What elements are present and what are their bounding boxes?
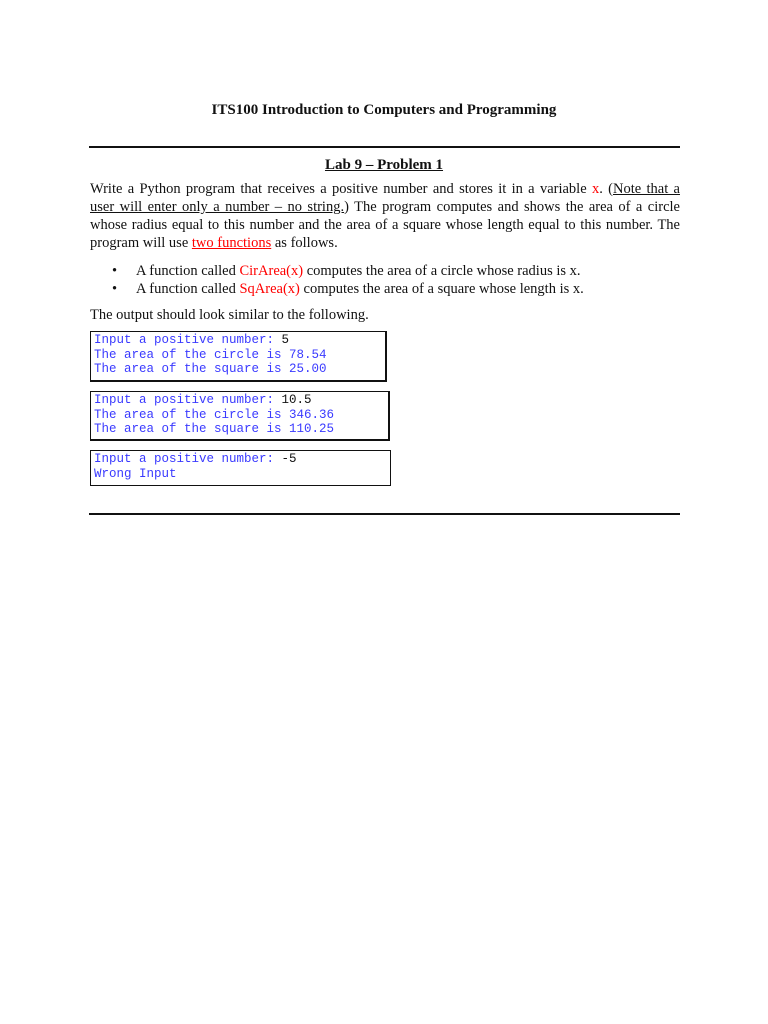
list-item: • A function called SqArea(x) computes the area of a square whose length is x. <box>112 281 584 297</box>
description-line-3: whose radius equal to this number and the area of a square whose length equal to this number. The <box>90 217 680 233</box>
list-item: • A function called CirArea(x) computes the area of a circle whose radius is x. <box>112 263 581 279</box>
variable-x: x <box>591 181 600 197</box>
console-line: Input a positive number: 10.5 <box>94 393 312 407</box>
two-functions-text: two functions <box>191 235 272 251</box>
function-name: CirArea(x) <box>239 263 304 279</box>
note-text-continued: user will enter only a number – no string. <box>90 199 345 215</box>
description-line-2: user will enter only a number – no string.) The program computes and shows the area of a circle <box>90 199 680 215</box>
function-name: SqArea(x) <box>239 281 300 297</box>
console-line: The area of the circle is 346.36 <box>94 407 335 422</box>
function-list <box>90 262 680 298</box>
bullet-icon: • <box>112 281 118 297</box>
console-line: The area of the circle is 78.54 <box>94 347 327 362</box>
document-title: ITS100 Introduction to Computers and Programming <box>211 102 557 118</box>
problem-description <box>90 180 680 252</box>
note-text: Note that a <box>612 181 680 197</box>
bullet-icon: • <box>112 263 118 279</box>
console-line: The area of the square is 25.00 <box>94 362 327 376</box>
console-line: Wrong Input <box>94 466 177 481</box>
problem-heading: Lab 9 – Problem 1 <box>324 157 444 173</box>
console-example-3 <box>90 450 391 486</box>
console-line: Input a positive number: -5 <box>94 452 297 466</box>
description-line-1: Write a Python program that receives a positive number and stores it in a variable x. (Note that a <box>90 181 680 197</box>
console-line: Input a positive number: 5 <box>94 333 290 347</box>
description-line-4: program will use two functions as follows. <box>90 235 338 251</box>
console-line: The area of the square is 110.25 <box>94 422 335 436</box>
console-example-2 <box>90 391 390 441</box>
console-example-1 <box>90 331 387 382</box>
bottom-divider <box>89 513 680 515</box>
top-divider <box>89 146 680 148</box>
output-intro: The output should look similar to the following. <box>90 307 369 323</box>
